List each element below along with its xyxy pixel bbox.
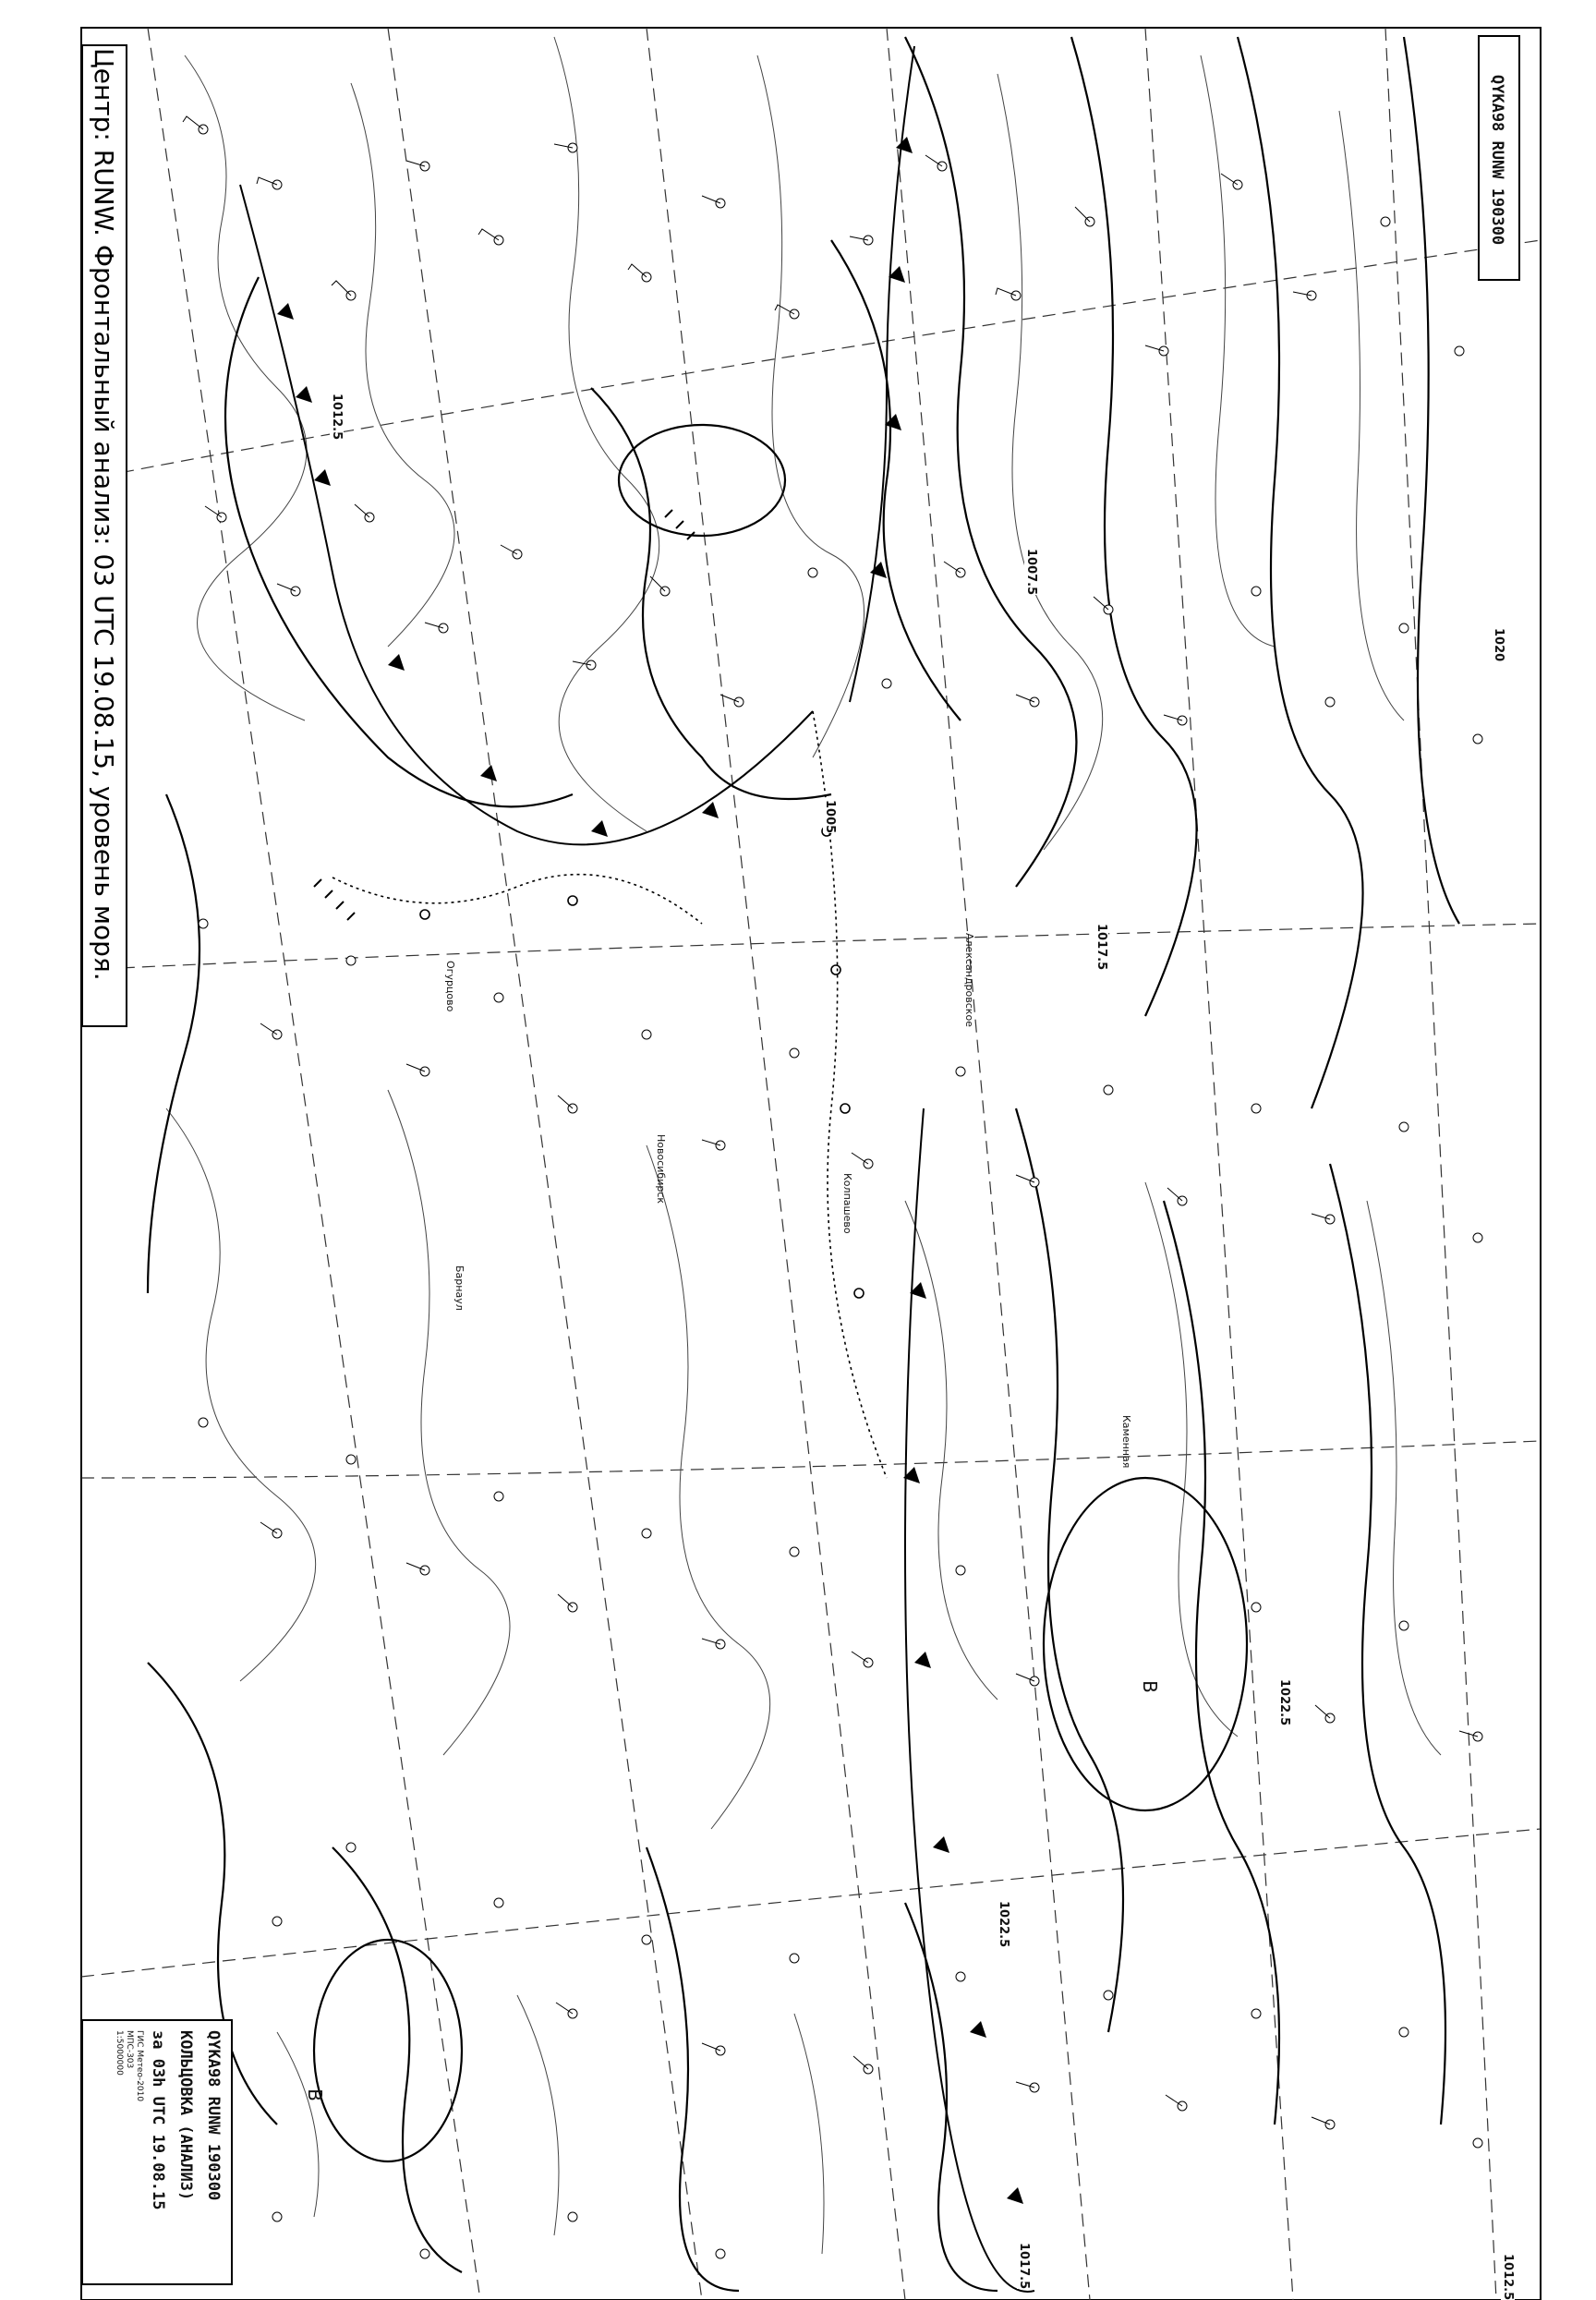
isobar-label: 1022.5 — [1277, 1679, 1291, 1726]
legend-small-2: МПС-303 — [125, 2030, 134, 2069]
isobar-label: 1017.5 — [1017, 2243, 1031, 2290]
legend-line-1: QYKA98 RUNW 190300 — [204, 2030, 223, 2201]
isobar-label: 1017.5 — [1094, 924, 1108, 971]
isobar-label: 1012.5 — [1501, 2254, 1515, 2300]
header-code-box — [1478, 35, 1520, 281]
place-label: Барнаул — [453, 1265, 466, 1311]
place-label: Каменная — [1120, 1415, 1132, 1469]
isobar-label: 1012.5 — [330, 393, 344, 441]
legend-box — [81, 2019, 233, 2285]
legend-line-3: за 03h UTC 19.08.15 — [149, 2030, 167, 2210]
legend-line-2: КОЛЬЦОВКА (АНАЛИЗ) — [176, 2030, 195, 2201]
chart-title: Центр: RUNW. Фронтальный анализ: 03 UTC 19.08.15, уровень моря. — [89, 48, 119, 981]
chart-title-box — [81, 44, 127, 1027]
high-pressure-center: В — [1138, 1680, 1161, 1693]
legend-small-1: ГИС Метео-2010 — [135, 2030, 144, 2102]
isobar-label: 1020 — [1492, 628, 1505, 662]
place-label: Колпашево — [841, 1173, 853, 1234]
place-label: Огурцово — [444, 961, 456, 1012]
isobar-label: 1005 — [823, 800, 837, 834]
place-label: Новосибирск — [655, 1134, 667, 1204]
high-pressure-center: В — [303, 2088, 326, 2101]
isobar-label: 1022.5 — [997, 1901, 1010, 1948]
header-code: QYKA98 RUNW 190300 — [1488, 74, 1506, 246]
place-label: Александровское — [963, 933, 975, 1027]
isobar-label: 1007.5 — [1024, 549, 1038, 596]
legend-content — [83, 2025, 227, 2280]
legend-small-3: 1:5000000 — [115, 2030, 124, 2076]
